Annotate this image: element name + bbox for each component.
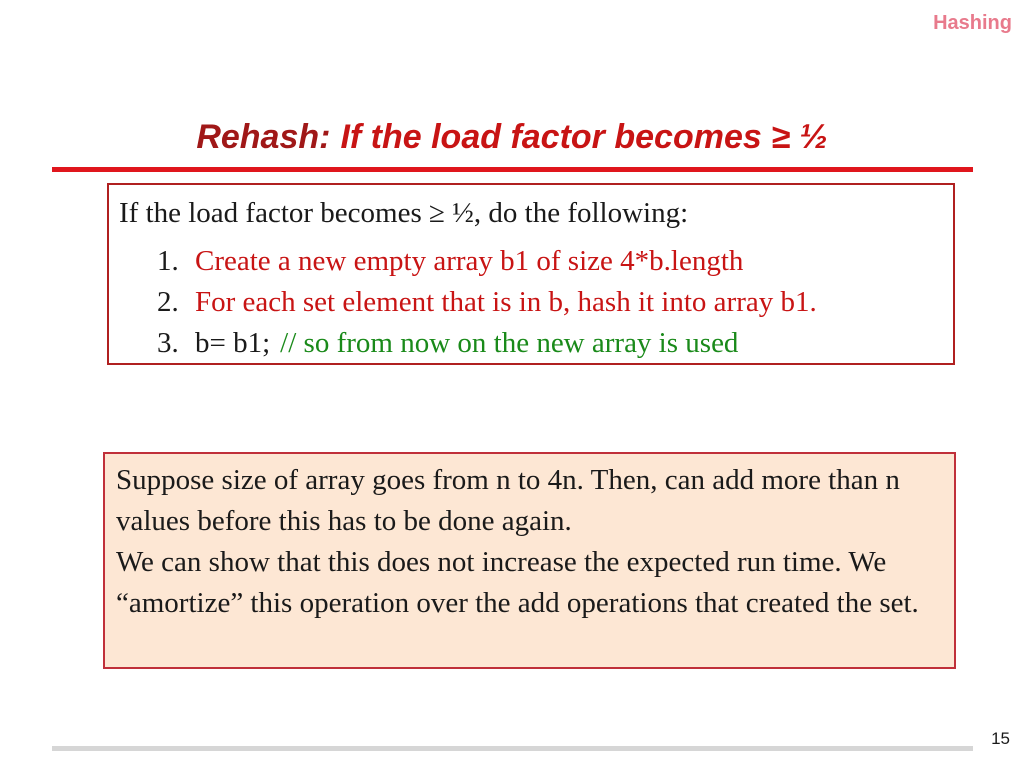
- rehash-rule-box: [107, 183, 955, 365]
- page-number: 15: [991, 729, 1010, 748]
- step-text: For each set element that is in b, hash it into array b1.: [195, 286, 817, 318]
- slide-title: [0, 118, 1024, 157]
- note-paragraph-1: Suppose size of array goes from n to 4n. Then, can add more than n values before this has to be done again.: [116, 464, 900, 537]
- title-keyword: Rehash:: [196, 118, 331, 156]
- title-divider: [52, 167, 973, 172]
- footer-divider: [52, 746, 973, 751]
- step-number: 3.: [157, 327, 179, 359]
- step-item-3: [157, 323, 817, 364]
- note-paragraph-2: We can show that this does not increase the expected run time. We “amortize” this operation over the add operations that created the set.: [116, 546, 919, 619]
- step-text: Create a new empty array b1 of size 4*b.length: [195, 245, 744, 277]
- rule-intro: If the load factor becomes ≥ ½, do the following:: [119, 197, 689, 229]
- topic-label: Hashing: [933, 12, 1012, 34]
- step-item-2: [157, 282, 817, 323]
- rehash-steps-list: [157, 241, 817, 364]
- step-text: b= b1;: [195, 327, 271, 359]
- step-item-1: [157, 241, 817, 282]
- code-comment: // so from now on the new array is used: [280, 327, 739, 359]
- title-text: If the load factor becomes ≥ ½: [340, 118, 828, 156]
- step-number: 1.: [157, 245, 179, 277]
- step-number: 2.: [157, 286, 179, 318]
- amortization-note-box: [103, 452, 956, 669]
